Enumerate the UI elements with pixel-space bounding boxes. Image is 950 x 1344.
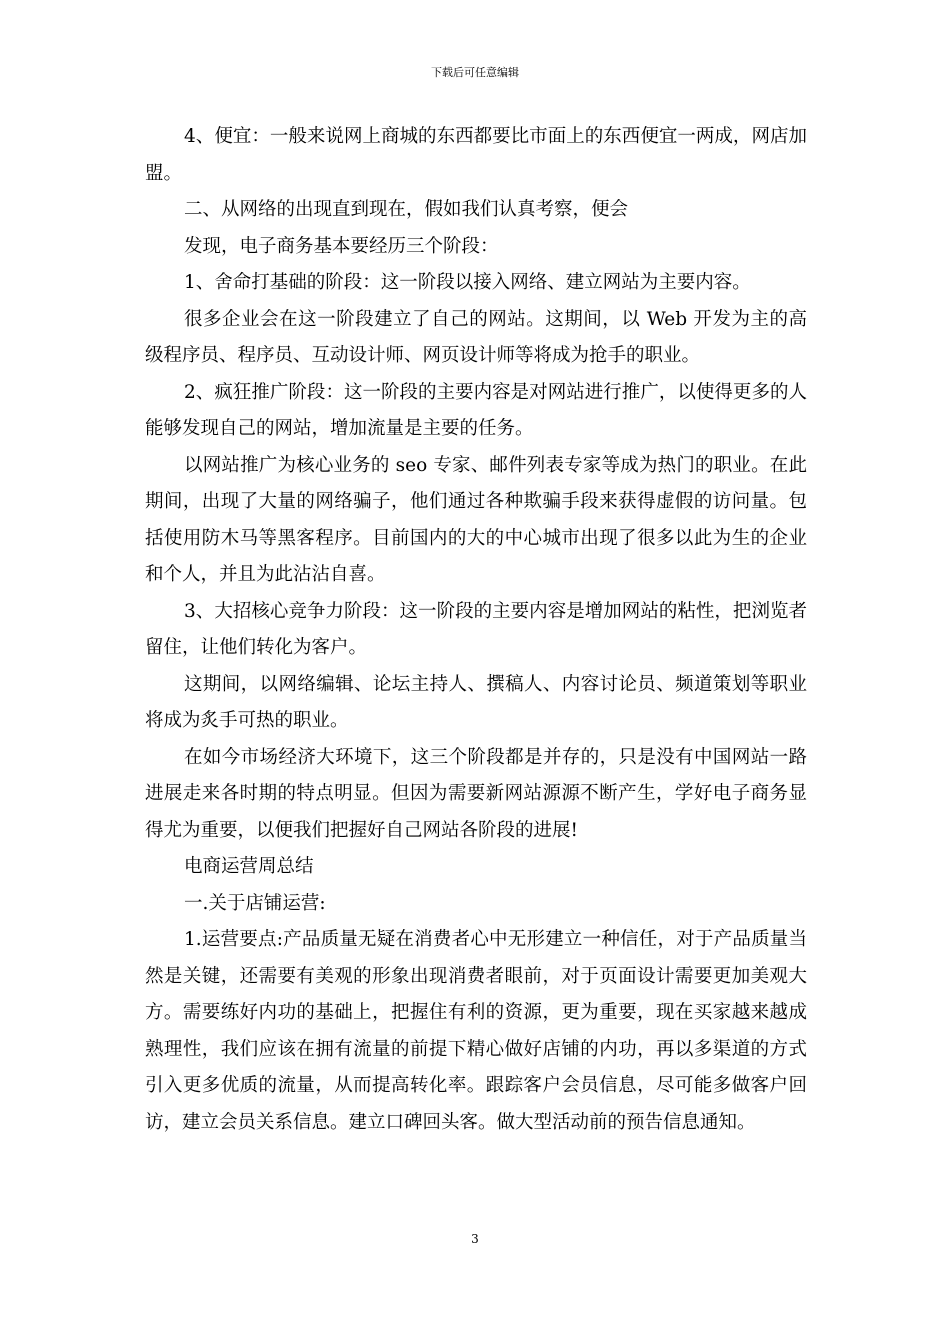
paragraph-conclusion: 在如今市场经济大环境下，这三个阶段都是并存的，只是没有中国网站一路进展走来各时期的特点明显。但因为需要新网站源源不断产生，学好电子商务显得尤为重要，以便我们把握好自己网站各阶段的进展! bbox=[145, 746, 807, 841]
subsection-title: 一.关于店铺运营: bbox=[184, 892, 326, 914]
paragraph-stage-3: 3、大招核心竞争力阶段：这一阶段的主要内容是增加网站的粘性，把浏览者留住，让他们转化为客户。 bbox=[145, 600, 807, 658]
paragraph-three-stages: 发现，电子商务基本要经历三个阶段： bbox=[184, 235, 499, 257]
paragraph-stage-1-detail: 很多企业会在这一阶段建立了自己的网站。这期间，以 Web 开发为主的高级程序员、程序员、互动设计师、网页设计师等将成为抢手的职业。 bbox=[145, 308, 807, 366]
paragraph-network-history: 二、从网络的出现直到现在，假如我们认真考察，便会 bbox=[184, 199, 629, 220]
paragraph-stage-2-detail: 以网站推广为核心业务的 seo 专家、邮件列表专家等成为热门的职业。在此期间，出现了大量的网络骗子，他们通过各种欺骗手段来获得虚假的访问量。包括使用防木马等黑客程序。目前国内的大的中心城市出现了很多以此为生的企业和个人，并且为此沾沾自喜。 bbox=[145, 454, 807, 585]
page-header: 下载后可任意编辑 bbox=[431, 66, 519, 79]
document-body bbox=[145, 119, 807, 1141]
paragraph-cheap: 4、便宜：一般来说网上商城的东西都要比市面上的东西便宜一两成，网店加盟。 bbox=[145, 126, 807, 184]
page-number: 3 bbox=[471, 1232, 479, 1246]
paragraph-stage-1: 1、舍命打基础的阶段：这一阶段以接入网络、建立网站为主要内容。 bbox=[184, 272, 751, 293]
paragraph-operation-points: 1.运营要点:产品质量无疑在消费者心中无形建立一种信任，对于产品质量当然是关键，还需要有美观的形象出现消费者眼前，对于页面设计需要更加美观大方。需要练好内功的基础上，把握住有利的资源，更为重要，现在买家越来越成熟理性，我们应该在拥有流量的前提下精心做好店铺的内功，再以多渠道的方式引入更多优质的流量，从而提高转化率。跟踪客户会员信息，尽可能多做客户回访，建立会员关系信息。建立口碑回头客。做大型活动前的预告信息通知。 bbox=[145, 929, 807, 1133]
section-title: 电商运营周总结 bbox=[184, 856, 314, 877]
paragraph-stage-3-detail: 这期间，以网络编辑、论坛主持人、撰稿人、内容讨论员、频道策划等职业将成为炙手可热的职业。 bbox=[145, 673, 807, 731]
paragraph-stage-2: 2、疯狂推广阶段：这一阶段的主要内容是对网站进行推广，以使得更多的人能够发现自己的网站，增加流量是主要的任务。 bbox=[145, 381, 807, 439]
